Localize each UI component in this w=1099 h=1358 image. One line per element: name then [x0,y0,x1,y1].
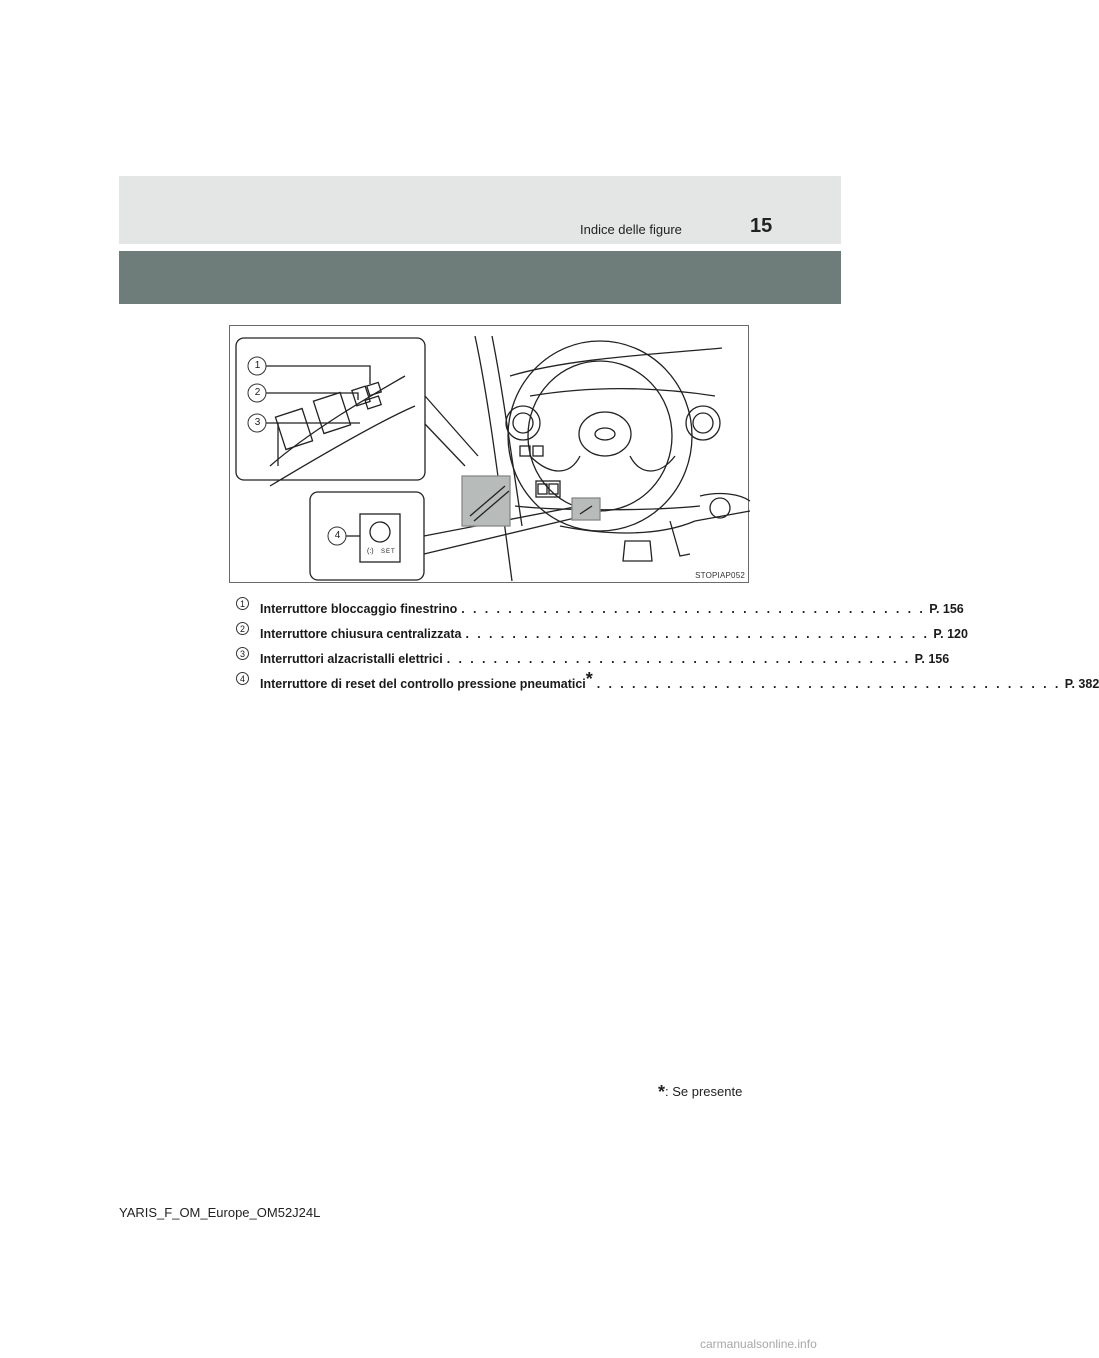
callout-1: 1 [254,360,261,371]
legend-number: 2 [236,622,249,635]
leader-dots: . . . . . . . . . . . . . . . . . . . . . . . . . . . . . . . . . . . . . . . . [461,601,926,616]
footnote-star: * [658,1082,666,1102]
tire-pressure-reset-icon: (:) [367,548,374,555]
title-bar [119,251,841,304]
callout-2: 2 [254,387,261,398]
callout-4: 4 [334,530,341,541]
footnote-text: : Se presente [665,1084,743,1099]
footnote [658,1080,742,1101]
legend-text: Interruttore di reset del controllo pressione pneumatici [260,676,586,691]
section-title: Indice delle figure [580,222,682,237]
legend-text: Interruttore chiusura centralizzata [260,626,462,641]
dashboard-drawing [230,326,750,584]
header-band [119,176,841,244]
footer-document-code: YARIS_F_OM_Europe_OM52J24L [119,1205,321,1220]
legend-item [236,646,950,671]
legend-text: Interruttori alzacristalli elettrici [260,651,443,666]
legend-page-ref[interactable]: P. 382 [1064,676,1099,691]
figure-code: STOPIAP052 [695,571,745,580]
legend-number: 1 [236,597,249,610]
callout-3: 3 [254,417,261,428]
legend-page-ref[interactable]: P. 120 [933,626,968,641]
leader-dots: . . . . . . . . . . . . . . . . . . . . . . . . . . . . . . . . . . . . . . . . [465,626,930,641]
legend-page-ref[interactable]: P. 156 [914,651,950,666]
set-button-label: SET [381,549,396,555]
legend-page-ref[interactable]: P. 156 [929,601,964,616]
legend-number: 4 [236,672,249,685]
legend-item [236,669,1099,696]
legend-text: Interruttore bloccaggio finestrino [260,601,458,616]
leader-dots: . . . . . . . . . . . . . . . . . . . . . . . . . . . . . . . . . . . . . . . . [446,651,911,666]
legend-item [236,621,968,646]
legend [236,596,1099,696]
legend-item [236,596,964,621]
asterisk-marker: * [585,669,593,689]
watermark: carmanualsonline.info [700,1337,817,1351]
page-number: 15 [750,215,773,237]
dashboard-illustration [229,325,749,583]
leader-dots: . . . . . . . . . . . . . . . . . . . . . . . . . . . . . . . . . . . . . . . . [596,676,1061,691]
legend-number: 3 [236,647,249,660]
